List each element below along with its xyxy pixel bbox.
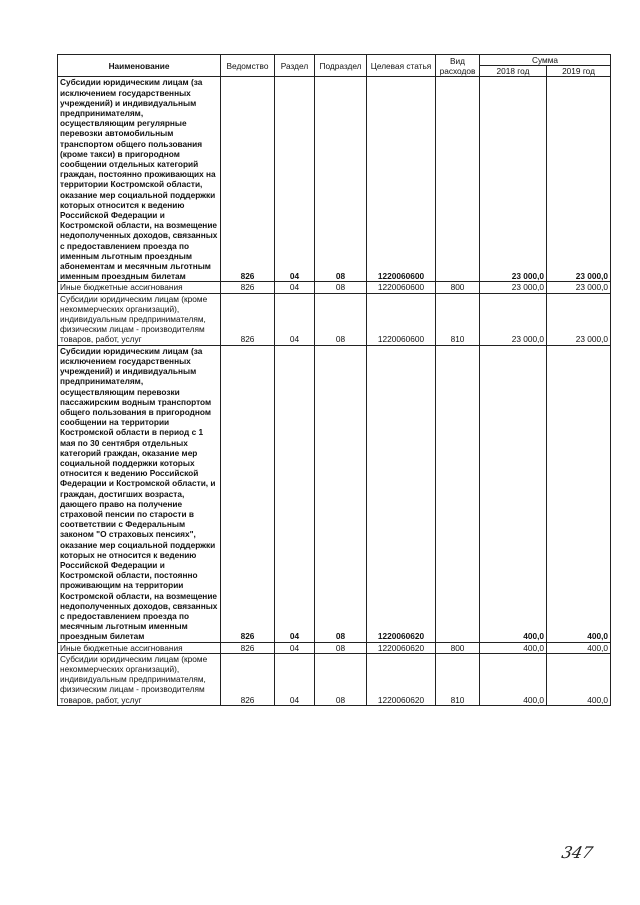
- cell-department: 826: [221, 345, 275, 642]
- cell-department: 826: [221, 642, 275, 653]
- cell-subsection: 08: [315, 642, 367, 653]
- table-row: [58, 345, 611, 642]
- table-row: [58, 653, 611, 705]
- cell-name: Иные бюджетные ассигнования: [58, 282, 221, 293]
- cell-name: Субсидии юридическим лицам (за исключением государственных учреждений) и индивидуальным предпринимателям, осуществляющим перевозки пассажирским водным транспортом общего пользования в пригородном сообщении на территории Костромской области в период с 1 мая по 30 сентября отдельных категорий граждан, оказание мер социальной поддержки которых относится к ведению Российской Федерации и Костромской области, и граждан, достигших возраста, дающего право на получение страховой пенсии по старости в соответствии с Федеральным законом "О страховых пенсиях", оказание мер социальной поддержки которых не относится к ведению Российской Федерации и Костромской области, постоянно проживающим на территории Костромской области, на возмещение недополученных доходов, связанных с предоставлением проезда по месячным льготным именным проездным билетам: [58, 345, 221, 642]
- cell-sum-2019: 400,0: [547, 345, 611, 642]
- cell-sum-2018: 23 000,0: [480, 293, 547, 345]
- cell-department: 826: [221, 293, 275, 345]
- cell-expense-type: 810: [436, 653, 480, 705]
- header-expense-type: Вид расходов: [436, 55, 480, 77]
- header-year-2018: 2018 год: [480, 66, 547, 77]
- table-row: [58, 282, 611, 293]
- header-subsection: Подраздел: [315, 55, 367, 77]
- cell-sum-2019: 23 000,0: [547, 293, 611, 345]
- table-row: [58, 642, 611, 653]
- cell-section: 04: [275, 653, 315, 705]
- cell-name: Субсидии юридическим лицам (кроме некоммерческих организаций), индивидуальным предпринимателям, физическим лицам - производителям товаров, работ, услуг: [58, 293, 221, 345]
- header-name: Наименование: [58, 55, 221, 77]
- cell-department: 826: [221, 282, 275, 293]
- cell-section: 04: [275, 77, 315, 282]
- cell-subsection: 08: [315, 653, 367, 705]
- cell-section: 04: [275, 642, 315, 653]
- cell-target-item: 1220060600: [367, 77, 436, 282]
- header-sum: Сумма: [480, 55, 611, 66]
- cell-sum-2018: 400,0: [480, 642, 547, 653]
- cell-sum-2019: 400,0: [547, 653, 611, 705]
- table-row: [58, 77, 611, 282]
- cell-department: 826: [221, 653, 275, 705]
- cell-expense-type: 800: [436, 282, 480, 293]
- cell-target-item: 1220060620: [367, 345, 436, 642]
- cell-name: Субсидии юридическим лицам (за исключением государственных учреждений) и индивидуальным предпринимателям, осуществляющим регулярные перевозки автомобильным транспортом общего пользования (кроме такси) в пригородном сообщении отдельных категорий граждан, постоянно проживающих на территории Костромской области, оказание мер социальной поддержки которых относится к ведению Российской Федерации и Костромской области, на возмещение недополученных доходов, связанных с предоставлением проезда по именным льготным проездным абонементам и месячным льготным именным проездным билетам: [58, 77, 221, 282]
- cell-target-item: 1220060620: [367, 653, 436, 705]
- cell-subsection: 08: [315, 345, 367, 642]
- cell-section: 04: [275, 293, 315, 345]
- cell-section: 04: [275, 282, 315, 293]
- header-section: Раздел: [275, 55, 315, 77]
- cell-target-item: 1220060620: [367, 642, 436, 653]
- cell-expense-type: 800: [436, 642, 480, 653]
- cell-subsection: 08: [315, 282, 367, 293]
- cell-sum-2018: 23 000,0: [480, 77, 547, 282]
- table-row: [58, 293, 611, 345]
- cell-sum-2018: 23 000,0: [480, 282, 547, 293]
- cell-department: 826: [221, 77, 275, 282]
- header-department: Ведомство: [221, 55, 275, 77]
- table-body: [58, 77, 611, 705]
- cell-sum-2018: 400,0: [480, 653, 547, 705]
- header-target-item: Целевая статья: [367, 55, 436, 77]
- cell-subsection: 08: [315, 77, 367, 282]
- header-year-2019: 2019 год: [547, 66, 611, 77]
- cell-sum-2019: 23 000,0: [547, 282, 611, 293]
- cell-section: 04: [275, 345, 315, 642]
- cell-target-item: 1220060600: [367, 293, 436, 345]
- cell-sum-2019: 400,0: [547, 642, 611, 653]
- cell-target-item: 1220060600: [367, 282, 436, 293]
- budget-table: [57, 54, 611, 706]
- page-number: 347: [559, 843, 595, 862]
- cell-expense-type: [436, 77, 480, 282]
- cell-expense-type: 810: [436, 293, 480, 345]
- cell-sum-2019: 23 000,0: [547, 77, 611, 282]
- cell-name: Иные бюджетные ассигнования: [58, 642, 221, 653]
- cell-subsection: 08: [315, 293, 367, 345]
- cell-name: Субсидии юридическим лицам (кроме некоммерческих организаций), индивидуальным предпринимателям, физическим лицам - производителям товаров, работ, услуг: [58, 653, 221, 705]
- table-header: [58, 55, 611, 77]
- cell-expense-type: [436, 345, 480, 642]
- cell-sum-2018: 400,0: [480, 345, 547, 642]
